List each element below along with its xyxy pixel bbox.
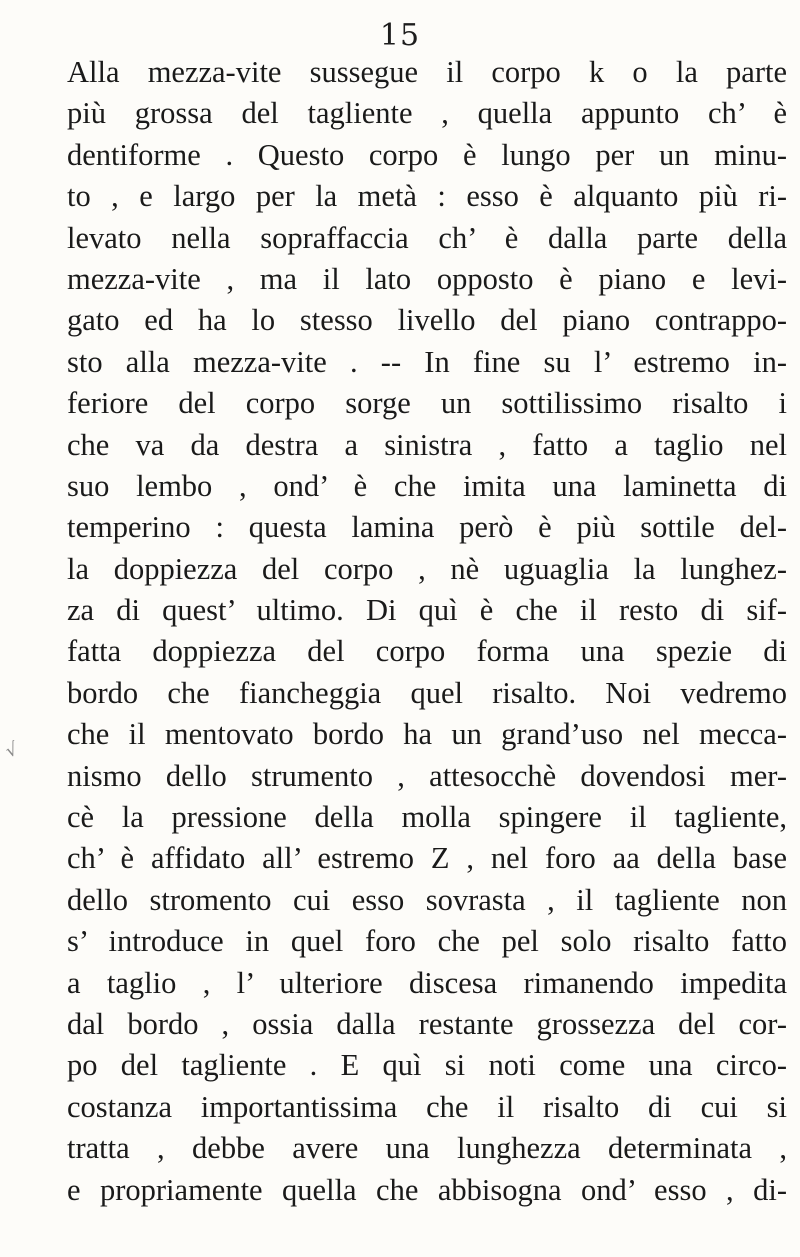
text-line: sto alla mezza-vite . -- In fine su l’ estremo in- <box>67 344 787 379</box>
text-line: dal bordo , ossia dalla restante grossezza del cor- <box>67 1006 787 1041</box>
body-text <box>67 52 787 1211</box>
text-line: ch’ è affidato all’ estremo Z , nel foro aa della base <box>67 841 787 876</box>
text-line: s’ introduce in quel foro che pel solo risalto fatto <box>67 924 787 959</box>
text-line: a taglio , l’ ulteriore discesa rimanendo impedita <box>67 965 787 1000</box>
text-line: dello stromento cui esso sovrasta , il tagliente non <box>67 882 787 917</box>
text-line: za di quest’ ultimo. Di quì è che il resto di sif- <box>67 593 787 628</box>
text-line: to , e largo per la metà : esso è alquanto più ri- <box>67 179 787 214</box>
text-line: feriore del corpo sorge un sottilissimo risalto i <box>67 386 787 421</box>
text-line: la doppiezza del corpo , nè uguaglia la lunghez- <box>67 551 787 586</box>
text-line: che il mentovato bordo ha un grand’uso nel mecca- <box>67 717 787 752</box>
text-line: tratta , debbe avere una lunghezza determinata , <box>67 1131 787 1166</box>
text-line: suo lembo , ond’ è che imita una laminetta di <box>67 468 787 503</box>
text-line: bordo che fiancheggia quel risalto. Noi vedremo <box>67 675 787 710</box>
text-line: costanza importantissima che il risalto di cui si <box>67 1089 787 1124</box>
text-line: mezza-vite , ma il lato opposto è piano e levi- <box>67 261 787 296</box>
text-line: cè la pressione della molla spingere il tagliente, <box>67 800 787 835</box>
text-line: gato ed ha lo stesso livello del piano contrappo- <box>67 303 787 338</box>
text-line: levato nella sopraffaccia ch’ è dalla parte della <box>67 220 787 255</box>
text-line: po del tagliente . E quì si noti come una circo- <box>67 1048 787 1083</box>
text-line: temperino : questa lamina però è più sottile del- <box>67 510 787 545</box>
text-line: e propriamente quella che abbisogna ond’ esso , di- <box>67 1172 787 1207</box>
text-line: più grossa del tagliente , quella appunto ch’ è <box>67 96 787 131</box>
page-number: 15 <box>379 18 421 53</box>
text-line: Alla mezza-vite sussegue il corpo k o la parte <box>67 55 787 89</box>
text-line: che va da destra a sinistra , fatto a taglio nel <box>67 427 787 462</box>
text-line: fatta doppiezza del corpo forma una spezie di <box>67 634 787 669</box>
margin-check-mark: √ <box>2 738 21 763</box>
text-line: dentiforme . Questo corpo è lungo per un minu- <box>67 137 787 172</box>
text-line: nismo dello strumento , attesocchè dovendosi mer- <box>67 758 787 793</box>
